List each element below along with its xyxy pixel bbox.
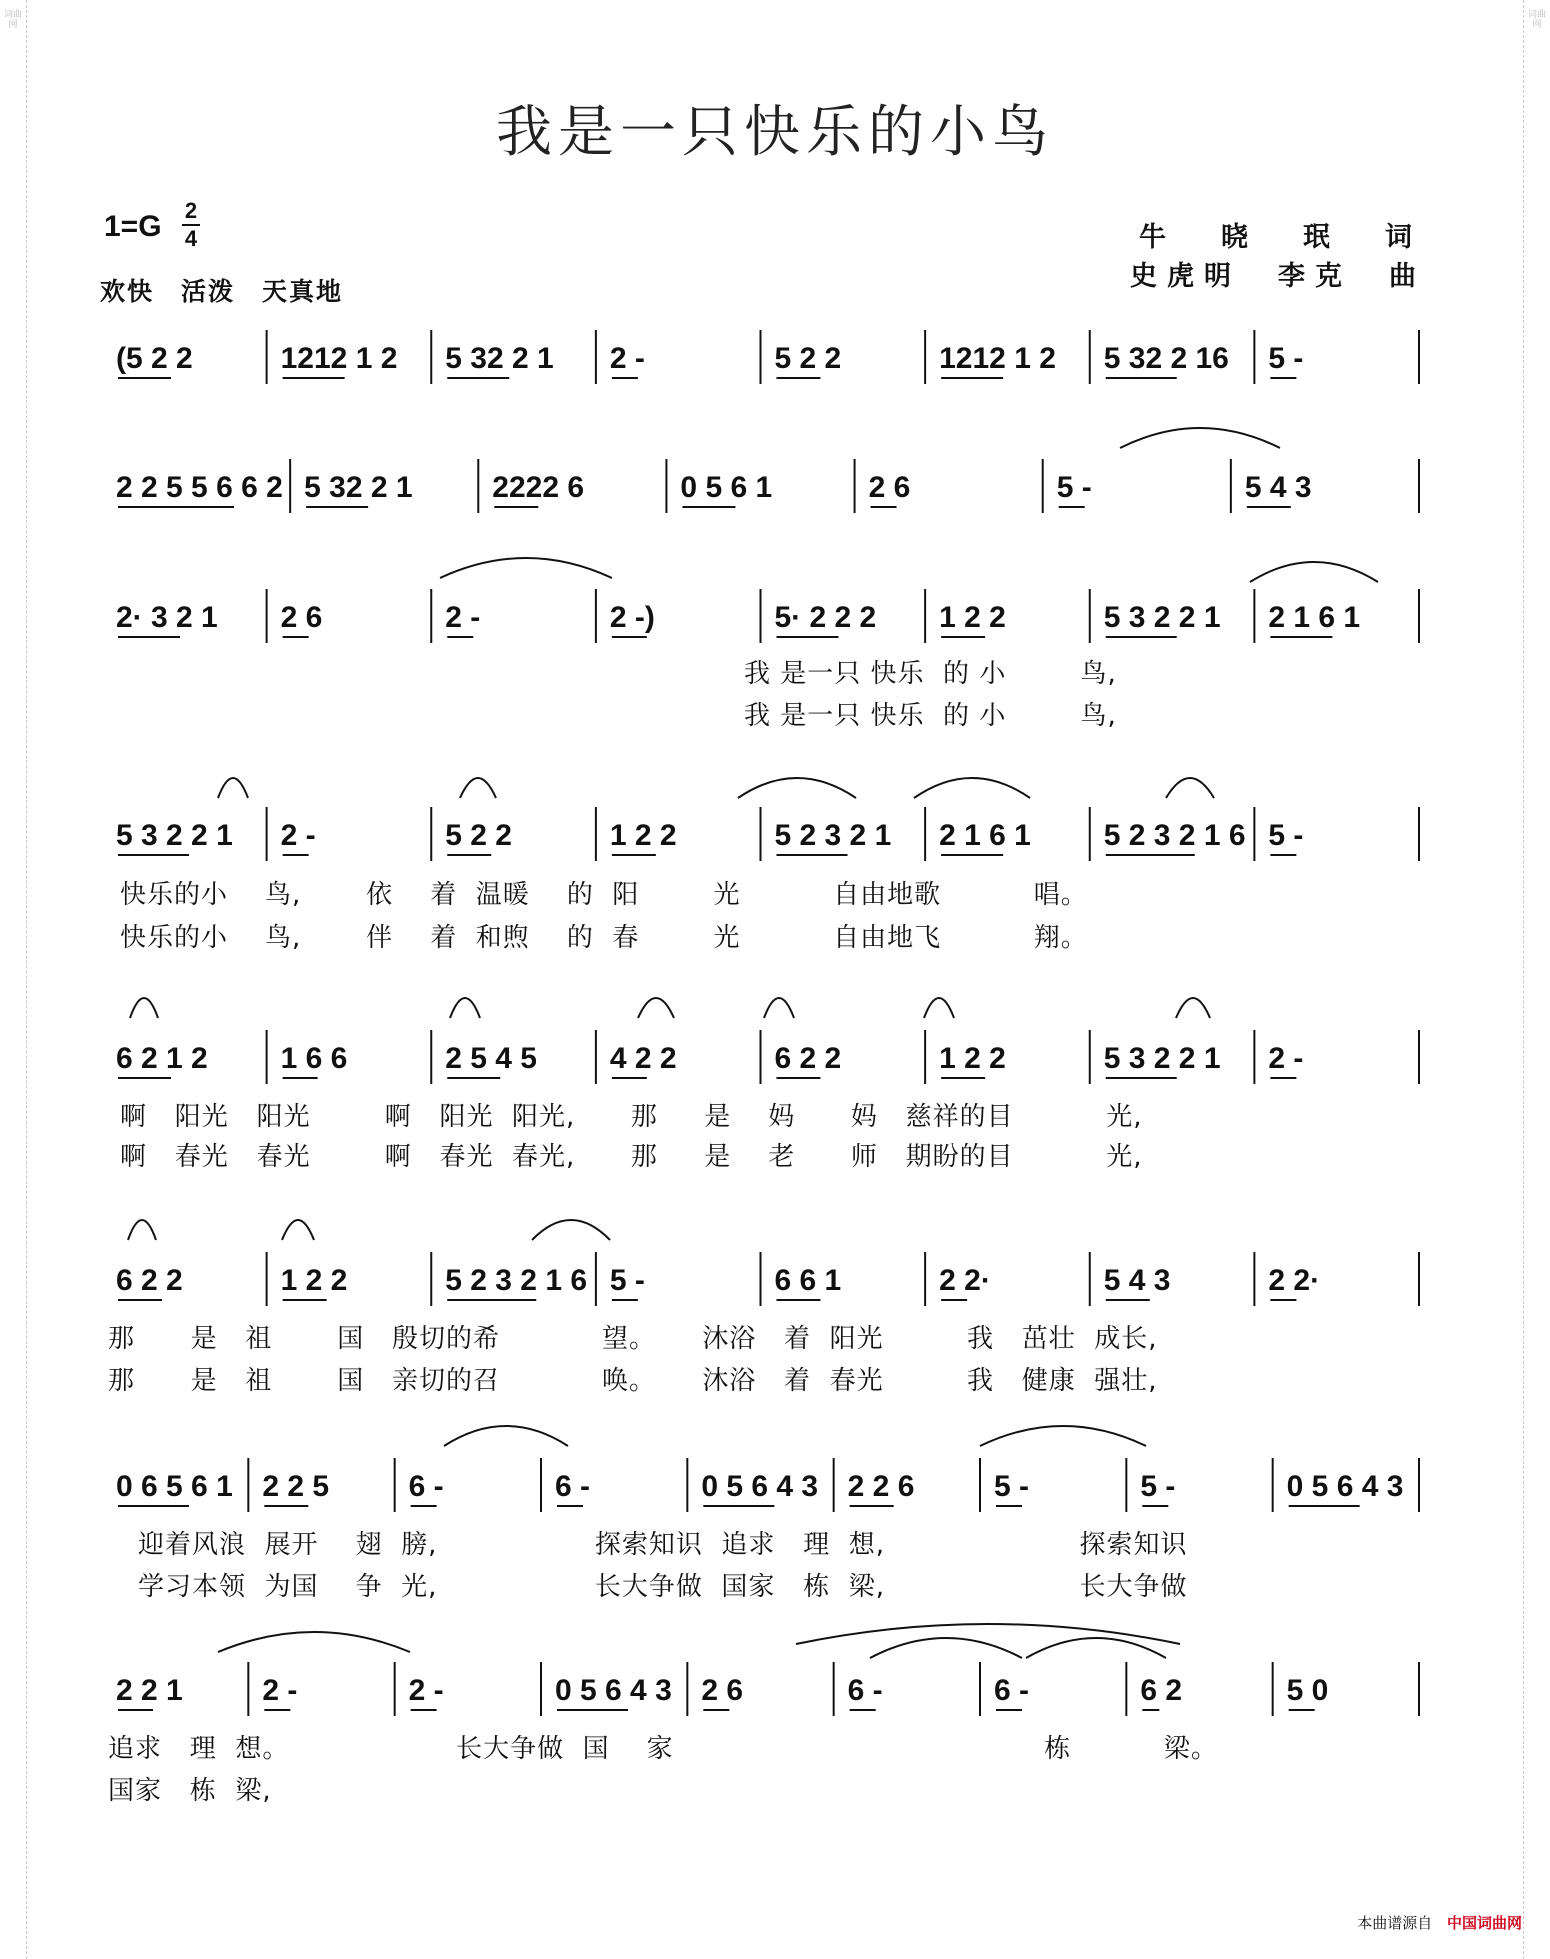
lyric-system5-verse2: 啊 春光 春光 啊 春光 春光, 那 是 老 师 期盼的目 光, (120, 1142, 1143, 1172)
measure-notes: 5 - (609, 1264, 645, 1297)
measure-notes: (5 2 2 (116, 342, 193, 375)
measure-notes: 2 - (609, 342, 645, 375)
slur-curve (1166, 778, 1214, 798)
slur-curve (128, 1220, 156, 1240)
measure-notes: 6 2 2 (116, 1264, 183, 1297)
measure-notes: 0 5 6 1 (680, 471, 773, 504)
lyric-system3-verse2: 我 是一只 快乐 的 小 鸟, (744, 701, 1117, 731)
measure-notes: 2 2 5 (262, 1470, 330, 1503)
measure-notes: 5· 2 2 2 (774, 601, 877, 634)
measure-notes: 2 1 6 1 (939, 819, 1031, 852)
slur-curve (738, 778, 856, 798)
slur-curve (532, 1220, 610, 1240)
measure-notes: 5 - (1268, 819, 1304, 852)
measure-notes: 2 - (445, 601, 481, 634)
measure-notes: 5 - (994, 1470, 1030, 1503)
measure-notes: 0 6 5 6 1 (116, 1470, 233, 1503)
measure-notes: 0 5 6 4 3 (1286, 1470, 1404, 1503)
measure-notes: 2 - (408, 1674, 444, 1707)
measure-notes: 2222 6 (492, 471, 585, 504)
measure-notes: 5 2 2 (445, 819, 512, 852)
measure-notes: 6 2 (1140, 1674, 1183, 1707)
measure-notes: 4 2 2 (609, 1042, 677, 1075)
measure-notes: 2 6 (868, 471, 911, 504)
slur-curve (764, 998, 794, 1018)
measure-notes: 2 6 (701, 1674, 744, 1707)
notation-system (116, 1426, 1419, 1512)
slur-curve (130, 998, 158, 1018)
measure-notes: 2 2 6 (847, 1470, 915, 1503)
measure-notes: 2 - (1268, 1042, 1304, 1075)
lyric-system3-verse1: 我 是一只 快乐 的 小 鸟, (744, 659, 1117, 689)
lyric-system6-verse1: 那 是 祖 国 殷切的希 望。 沐浴 着 阳光 我 茁壮 成长, (108, 1324, 1158, 1354)
edge-watermark: 词曲网 (1527, 10, 1546, 30)
measure-notes: 5 2 3 2 1 6 (1103, 819, 1246, 852)
slur-curve (924, 998, 954, 1018)
measure-notes: 5 2 3 2 1 6 (445, 1264, 588, 1297)
slur-curve (1026, 1638, 1166, 1658)
measure-notes: 1 2 2 (609, 819, 677, 852)
measure-notes: 2 5 4 5 (445, 1042, 537, 1075)
notation-system (116, 998, 1419, 1084)
slur-curve (1120, 428, 1280, 448)
measure-notes: 0 5 6 4 3 (701, 1470, 819, 1503)
measure-notes: 1 6 6 (280, 1042, 348, 1075)
measure-notes: 5 - (1268, 342, 1304, 375)
slur-curve (980, 1426, 1146, 1446)
footer-source (1357, 1912, 1522, 1933)
slur-curve (450, 998, 480, 1018)
slur-curve (444, 1426, 568, 1446)
measure-notes: 6 - (408, 1470, 444, 1503)
measure-notes: 5 32 2 16 (1103, 342, 1229, 375)
measure-notes: 0 5 6 4 3 (555, 1674, 672, 1707)
measure-notes: 6 2 1 2 (116, 1042, 208, 1075)
measure-notes: 2 2 1 (116, 1674, 183, 1707)
measure-notes: 5 4 3 (1244, 471, 1312, 504)
measure-notes: 5 2 2 (774, 342, 842, 375)
time-top: 2 (184, 198, 198, 223)
measure-notes: 2 6 (280, 601, 323, 634)
source-site-link[interactable]: 中国词曲网 (1446, 1914, 1522, 1932)
notation-system (116, 428, 1419, 513)
composer-credit: 史虎明 李克 曲 (1130, 261, 1426, 292)
measure-notes: 2 - (262, 1674, 298, 1707)
slur-curve (870, 1638, 1022, 1658)
measure-notes: 2 1 6 1 (1268, 601, 1361, 634)
notation-system (116, 778, 1419, 861)
lyric-system8-verse2: 国家 栋 梁, (108, 1776, 272, 1806)
measure-notes: 5 2 3 2 1 (774, 819, 892, 852)
lyric-system8-verse1: 追求 理 想。 长大争做 国 家 栋 梁。 (108, 1734, 1218, 1764)
measure-notes: 5 0 (1286, 1674, 1329, 1707)
measure-notes: 2 2 5 5 6 6 2 (116, 471, 283, 504)
notation-system (116, 1624, 1419, 1716)
measure-notes: 1 2 2 (939, 1042, 1006, 1075)
slur-curve (282, 1220, 314, 1240)
measure-notes: 5 3 2 2 1 (1103, 601, 1221, 634)
slur-curve (218, 1632, 410, 1652)
measure-notes: 2 -) (609, 601, 655, 634)
measure-notes: 5 32 2 1 (304, 471, 413, 504)
measure-notes: 2 2· (939, 1264, 991, 1297)
slur-curve (440, 558, 612, 578)
measure-notes: 5 4 3 (1103, 1264, 1171, 1297)
key-signature: 1=G (104, 210, 162, 243)
measure-notes: 1212 1 2 (939, 342, 1056, 375)
measure-notes: 5 - (1056, 471, 1092, 504)
lyric-system4-verse2: 快乐的小 鸟, 伴 着 和煦 的 春 光 自由地飞 翔。 (120, 923, 1088, 953)
measure-notes: 5 3 2 2 1 (1103, 1042, 1221, 1075)
slur-curve (914, 778, 1030, 798)
measure-notes: 2 - (280, 819, 316, 852)
measure-notes: 1 2 2 (280, 1264, 348, 1297)
measure-notes: 5 32 2 1 (445, 342, 554, 375)
lyric-system7-verse2: 学习本领 为国 争 光, 长大争做 国家 栋 梁, 长大争做 (138, 1572, 1188, 1602)
measure-notes: 1212 1 2 (280, 342, 398, 375)
time-bottom: 4 (184, 226, 198, 251)
measure-notes: 2 2· (1268, 1264, 1321, 1297)
measure-notes: 5 3 2 2 1 (116, 819, 233, 852)
slur-curve (460, 778, 496, 798)
song-title: 我是一只快乐的小鸟 (496, 100, 1054, 165)
measure-notes: 6 - (555, 1470, 591, 1503)
measure-notes: 6 - (994, 1674, 1030, 1707)
lyricist-credit: 牛 晓 珉 词 (1139, 222, 1426, 253)
source-label: 本曲谱源自 (1357, 1914, 1433, 1932)
slur-curve (218, 778, 248, 798)
measure-notes: 6 6 1 (774, 1264, 842, 1297)
measure-notes: 5 - (1140, 1470, 1176, 1503)
notation-system (116, 330, 1419, 384)
slur-curve (638, 998, 674, 1018)
notation-system (116, 558, 1419, 643)
lyric-system5-verse1: 啊 阳光 阳光 啊 阳光 阳光, 那 是 妈 妈 慈祥的目 光, (120, 1102, 1143, 1132)
measure-notes: 1 2 2 (939, 601, 1006, 634)
measure-notes: 2· 3 2 1 (116, 601, 218, 634)
slur-curve (1250, 562, 1378, 582)
edge-watermark: 词曲网 (3, 10, 22, 30)
lyric-system4-verse1: 快乐的小 鸟, 依 着 温暖 的 阳 光 自由地歌 唱。 (120, 880, 1088, 910)
measure-notes: 6 2 2 (774, 1042, 842, 1075)
measure-notes: 6 - (847, 1674, 883, 1707)
lyric-system6-verse2: 那 是 祖 国 亲切的召 唤。 沐浴 着 春光 我 健康 强壮, (108, 1366, 1158, 1396)
tempo-marking: 欢快 活泼 天真地 (100, 277, 344, 306)
notation-system (116, 1220, 1419, 1306)
slur-curve (1176, 998, 1210, 1018)
lyric-system7-verse1: 迎着风浪 展开 翅 膀, 探索知识 追求 理 想, 探索知识 (138, 1530, 1188, 1560)
